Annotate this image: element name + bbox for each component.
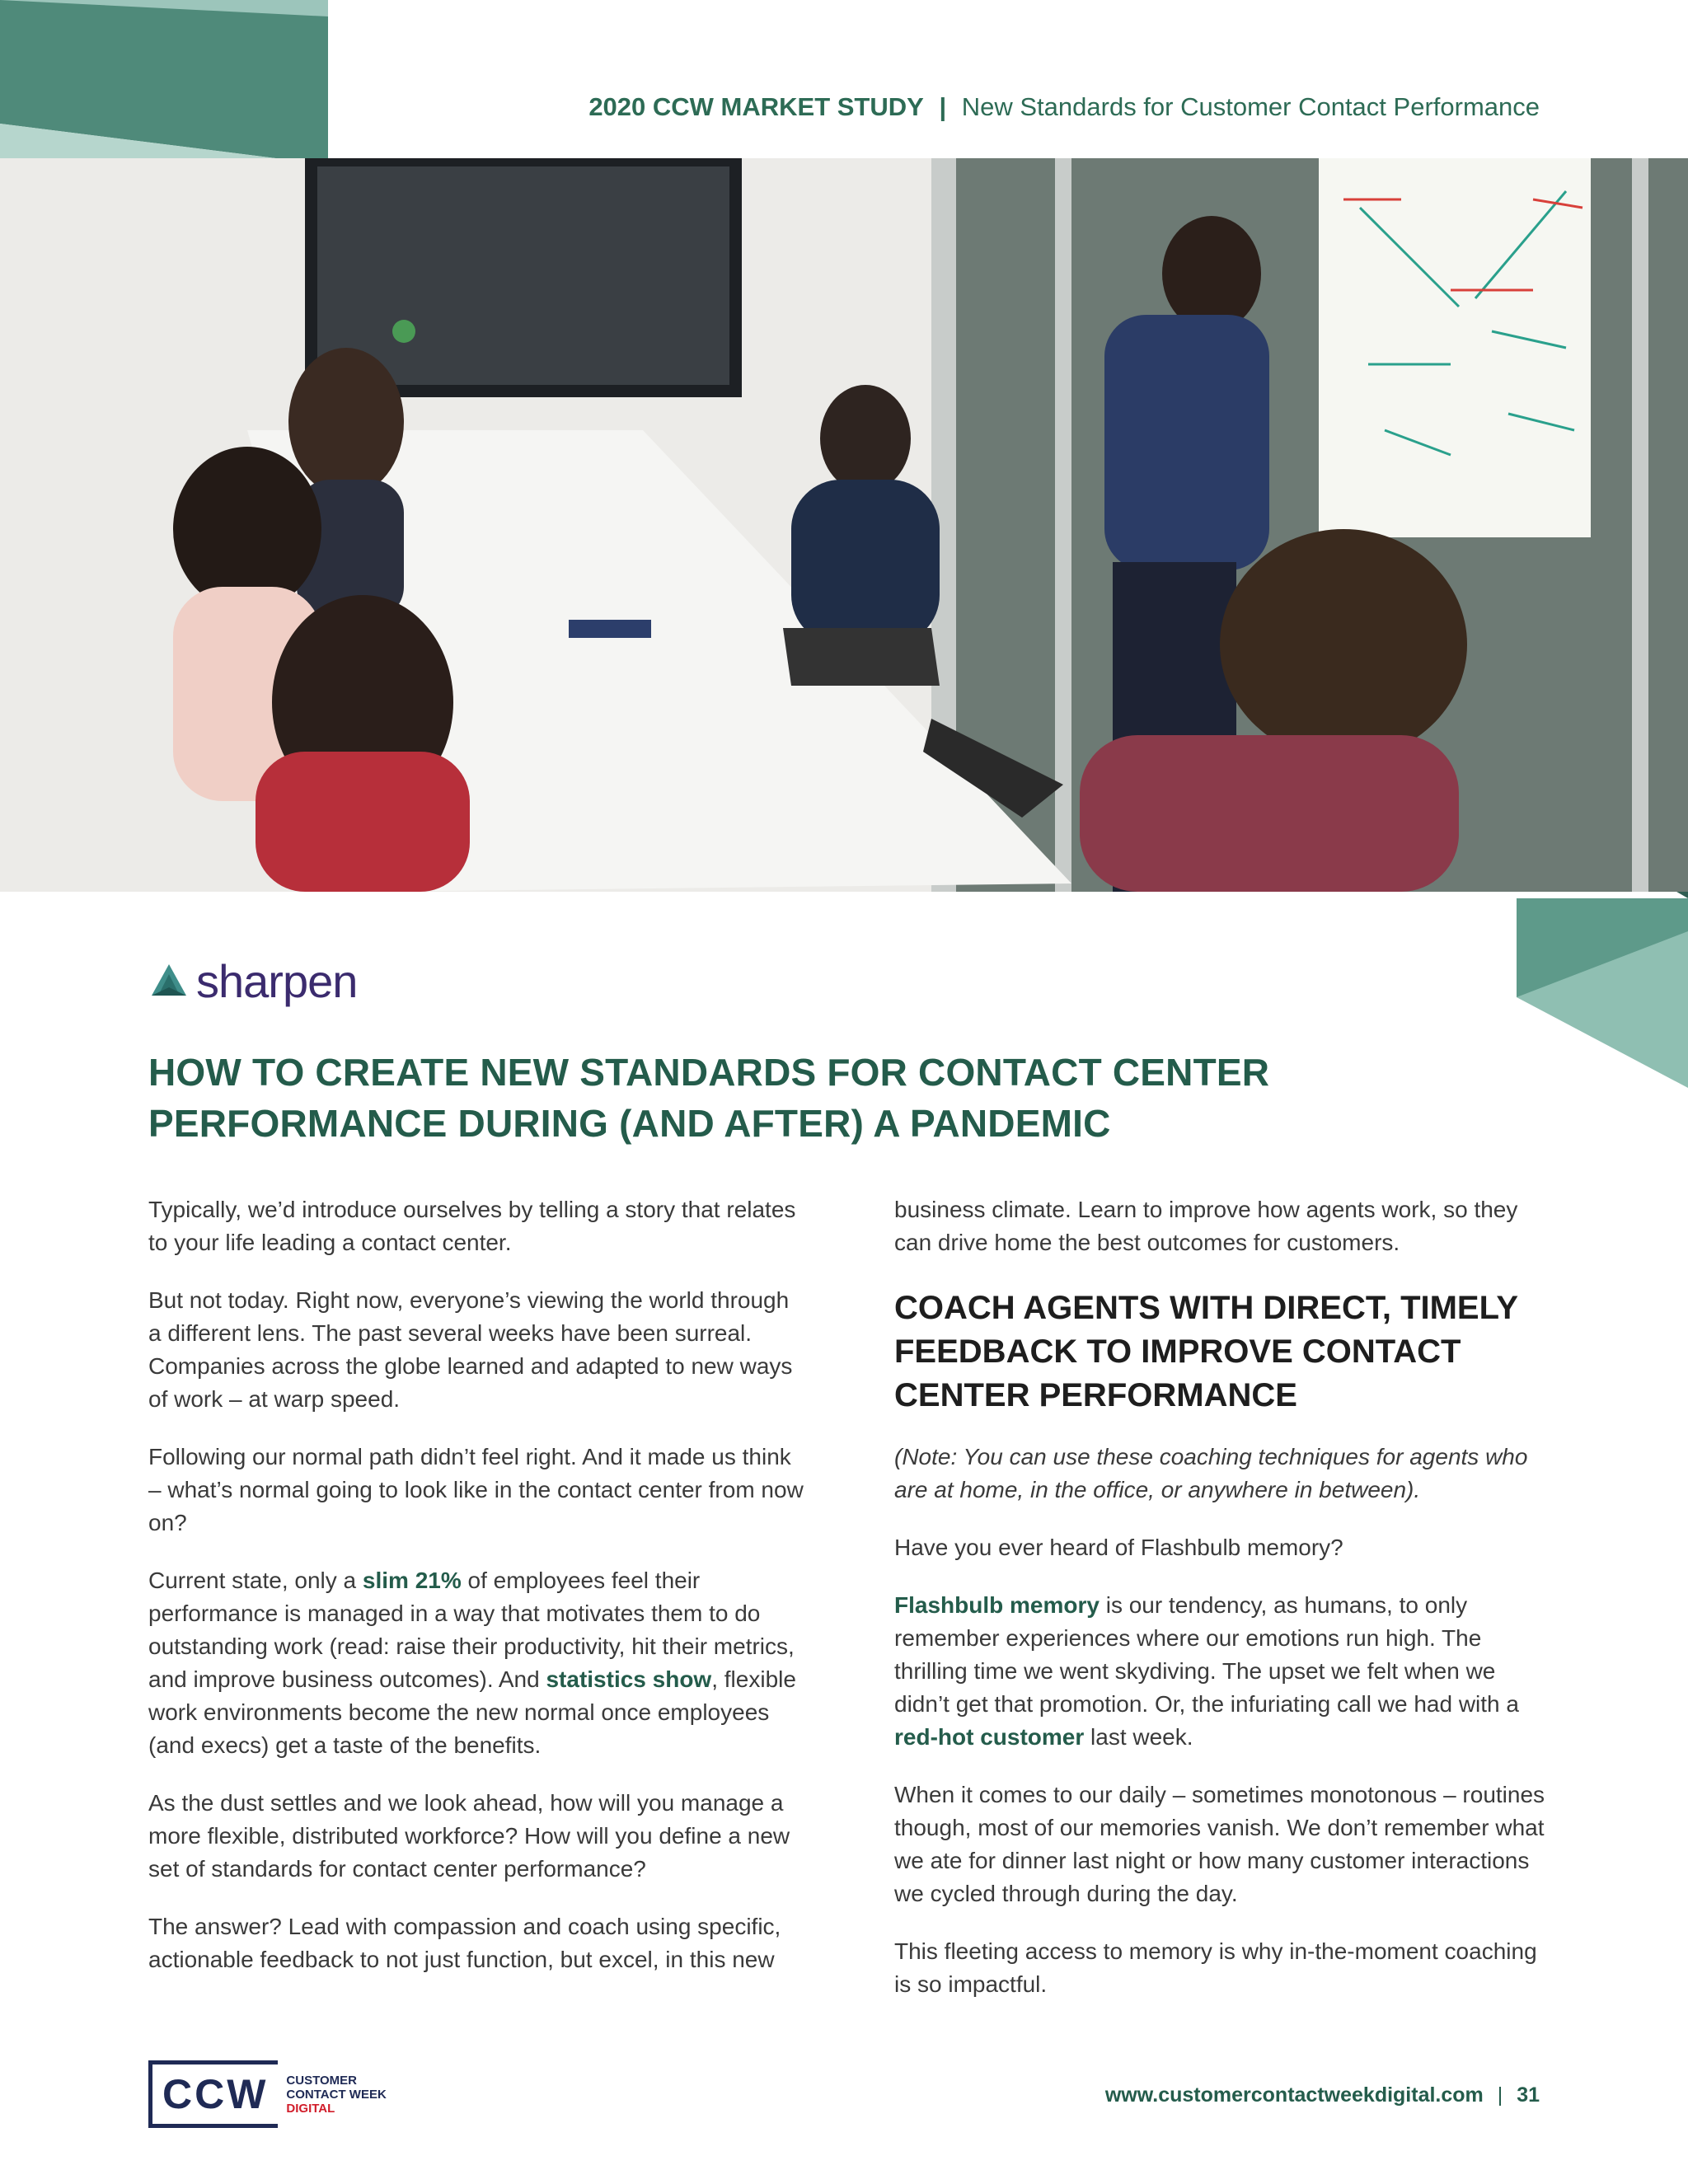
text-span: Current state, only a xyxy=(148,1568,363,1593)
text-span: last week. xyxy=(1084,1724,1193,1750)
page-footer xyxy=(1105,2083,1540,2107)
page-title-line-1: HOW TO CREATE NEW STANDARDS FOR CONTACT CENTER xyxy=(148,1051,1270,1094)
sharpen-logo xyxy=(150,952,357,1010)
left-paragraph-5: As the dust settles and we look ahead, how will you manage a more flexible, distributed workforce? How will you define a new set of standards for contact center performance? xyxy=(148,1790,790,1882)
red-hot-customer-link[interactable]: red-hot customer xyxy=(894,1724,1085,1750)
statistics-show-link[interactable]: statistics show xyxy=(546,1666,712,1692)
left-paragraph-1: Typically, we’d introduce ourselves by telling a story that relates to your life leading a contact center. xyxy=(148,1197,796,1255)
section-subheading: COACH AGENTS WITH DIRECT, TIMELY FEEDBACK TO IMPROVE CONTACT CENTER PERFORMANCE xyxy=(894,1290,1518,1413)
page-number: 31 xyxy=(1517,2083,1540,2107)
ccw-logo-line-1: CUSTOMER xyxy=(286,2073,357,2088)
ccw-logo xyxy=(148,2060,387,2128)
right-note: (Note: You can use these coaching techniques for agents who are at home, in the office, or anywhere in between). xyxy=(894,1444,1528,1502)
left-paragraph-4 xyxy=(148,1564,808,1762)
header-separator: | xyxy=(939,92,947,121)
text-span: , flexible work environments become the new normal once employees (and execs) get a taste of the benefits. xyxy=(148,1666,796,1758)
slim-21-link[interactable]: slim 21% xyxy=(362,1568,462,1593)
right-paragraph-1: business climate. Learn to improve how agents work, so they can drive home the best outcomes for customers. xyxy=(894,1197,1518,1255)
right-paragraph-5: This fleeting access to memory is why in-the-moment coaching is so impactful. xyxy=(894,1938,1537,1997)
right-column xyxy=(894,1193,1545,2026)
text-span: of employees feel their performance is managed in a way that motivates them to do outstanding work (read: raise their productivity, hit their metrics, and improve business outcomes). And xyxy=(148,1568,795,1692)
text-span: is our tendency, as humans, to only remember experiences where our emotions run high. The thrilling time we went skydiving. The upset we felt when we didn’t get that promotion. Or, the infuriating call we had with a xyxy=(894,1592,1519,1717)
left-column xyxy=(148,1193,808,2001)
ccw-logo-line-3: DIGITAL xyxy=(286,2101,335,2116)
left-paragraph-6: The answer? Lead with compassion and coach using specific, actionable feedback to not just function, but excel, in this new xyxy=(148,1914,781,1972)
left-paragraph-2: But not today. Right now, everyone’s viewing the world through a different lens. The past several weeks have been surreal. Companies across the globe learned and adapted to new ways of work – at warp speed. xyxy=(148,1287,793,1412)
ccw-logo-mark: CCW xyxy=(148,2060,278,2128)
ccw-logo-line-2: CONTACT WEEK xyxy=(286,2087,387,2102)
right-paragraph-4: When it comes to our daily – sometimes monotonous – routines though, most of our memories vanish. We don’t remember what we ate for dinner last night or how many customer interactions we cycled through during the day. xyxy=(894,1782,1545,1906)
flashbulb-memory-link[interactable]: Flashbulb memory xyxy=(894,1592,1100,1618)
left-paragraph-3: Following our normal path didn’t feel right. And it made us think – what’s normal going to look like in the contact center from now on? xyxy=(148,1444,804,1535)
right-paragraph-3 xyxy=(894,1589,1545,1754)
right-paragraph-2: Have you ever heard of Flashbulb memory? xyxy=(894,1535,1343,1560)
page-title xyxy=(148,1047,1385,1149)
footer-url[interactable]: www.customercontactweekdigital.com xyxy=(1104,2083,1484,2107)
page-header xyxy=(588,92,1540,122)
sharpen-logo-word: sharpen xyxy=(196,954,358,1007)
header-study: 2020 CCW MARKET STUDY xyxy=(588,92,924,121)
hero-photo xyxy=(0,158,1688,892)
ccw-logo-text xyxy=(286,2074,386,2116)
sharpen-logo-icon xyxy=(150,963,188,999)
header-subtitle: New Standards for Customer Contact Performance xyxy=(961,92,1540,121)
footer-separator: | xyxy=(1497,2083,1503,2107)
page-title-line-2: PERFORMANCE DURING (AND AFTER) A PANDEMIC xyxy=(148,1102,1111,1145)
